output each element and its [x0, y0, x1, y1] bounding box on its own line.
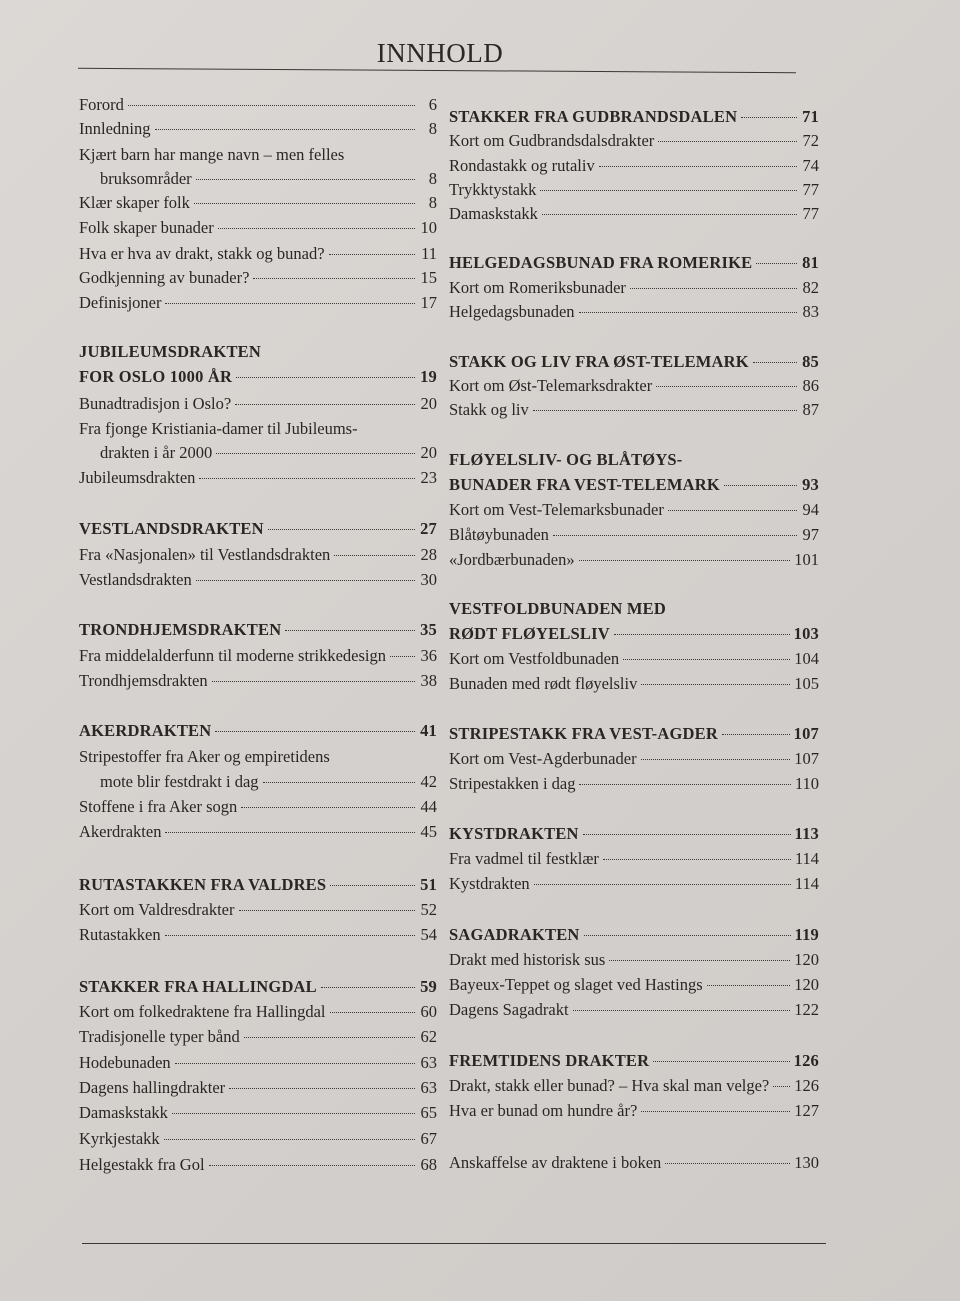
toc-page-number: 59 — [420, 977, 437, 996]
toc-page-number: 107 — [794, 749, 819, 768]
toc-page-number: 77 — [802, 204, 819, 223]
toc-entry-title: Hva er bunad om hundre år? — [449, 1101, 638, 1120]
toc-entry — [449, 1153, 819, 1173]
dot-leader — [244, 1037, 415, 1038]
dot-leader — [641, 684, 790, 685]
toc-entry — [79, 545, 437, 565]
toc-entry-title: TRONDHJEMSDRAKTEN — [79, 620, 282, 639]
toc-entry — [79, 218, 437, 238]
dot-leader — [241, 807, 415, 808]
dot-leader — [579, 784, 790, 785]
toc-page-number: 114 — [794, 874, 819, 893]
dot-leader — [773, 1086, 790, 1087]
toc-entry-title: Helgestakk fra Gol — [79, 1155, 205, 1174]
dot-leader — [216, 453, 415, 454]
toc-entry-title: Klær skaper folk — [79, 193, 190, 212]
toc-entry-title: Rondastakk og rutaliv — [449, 156, 595, 175]
toc-entry — [79, 797, 437, 817]
toc-entry-title: Kort om Øst-Telemarksdrakter — [449, 376, 653, 395]
toc-entry — [449, 500, 819, 520]
toc-page-number: 6 — [428, 95, 437, 114]
toc-page-number: 105 — [794, 674, 819, 693]
toc-entry — [79, 1002, 437, 1022]
toc-section-heading: FLØYELSLIV- OG BLÅTØYS- — [449, 450, 683, 469]
toc-page-number: 72 — [802, 131, 819, 150]
toc-section-entry — [449, 925, 819, 945]
toc-entry — [449, 376, 819, 396]
dot-leader — [209, 1165, 415, 1166]
toc-entry — [79, 646, 437, 666]
dot-leader — [194, 203, 415, 204]
dot-leader — [330, 885, 415, 886]
toc-entry-title: Drakt med historisk sus — [449, 950, 606, 969]
toc-entry-title: Fra middelalderfunn til moderne strikkedesign — [79, 646, 387, 665]
dot-leader — [128, 105, 415, 106]
dot-leader — [172, 1113, 415, 1114]
dot-leader — [623, 659, 790, 660]
toc-entry — [79, 570, 437, 590]
toc-entry-text: Kjært barn har mange navn – men felles — [79, 145, 345, 164]
toc-page-number: 30 — [420, 570, 437, 589]
toc-page-number: 93 — [802, 475, 819, 494]
toc-entry-title: Rutastakken — [79, 925, 161, 944]
dot-leader — [707, 985, 791, 986]
dot-leader — [212, 681, 415, 682]
toc-entry — [449, 674, 819, 694]
toc-entry-text: Fra fjonge Kristiania-damer til Jubileums- — [79, 419, 358, 438]
toc-page-number: 77 — [802, 180, 819, 199]
toc-entry-title: RØDT FLØYELSLIV — [449, 624, 610, 643]
toc-page-number: 8 — [428, 193, 437, 212]
toc-page-number: 68 — [420, 1155, 437, 1174]
toc-entry-title: Kyrkjestakk — [79, 1129, 160, 1148]
toc-page-number: 63 — [420, 1053, 437, 1072]
toc-page-number: 20 — [420, 394, 437, 413]
dot-leader — [165, 935, 415, 936]
toc-entry-title: Drakt, stakk eller bunad? – Hva skal man velge? — [449, 1076, 770, 1095]
dot-leader — [553, 535, 797, 536]
toc-entry-title: Fra «Nasjonalen» til Vestlandsdrakten — [79, 545, 331, 564]
toc-entry-title: Kort om Vestfoldbunaden — [449, 649, 620, 668]
toc-page-number: 60 — [420, 1002, 437, 1021]
toc-page-number: 107 — [793, 724, 819, 743]
toc-entry — [79, 394, 437, 414]
toc-page-number: 120 — [794, 975, 819, 994]
toc-entry — [79, 1103, 437, 1123]
dot-leader — [656, 386, 797, 387]
dot-leader — [599, 166, 797, 167]
dot-leader — [603, 859, 791, 860]
dot-leader — [534, 884, 791, 885]
dot-leader — [641, 759, 791, 760]
toc-entry — [79, 1129, 437, 1149]
toc-entry-title: Hodebunaden — [79, 1053, 171, 1072]
toc-entry-title: mote blir festdrakt i dag — [100, 772, 259, 791]
dot-leader — [540, 190, 797, 191]
toc-entry — [79, 1027, 437, 1047]
toc-entry — [449, 131, 819, 151]
toc-section-entry — [449, 253, 819, 273]
dot-leader — [263, 782, 415, 783]
toc-entry — [79, 468, 437, 488]
toc-entry-title: Dagens hallingdrakter — [79, 1078, 226, 1097]
toc-page-number: 130 — [794, 1153, 819, 1172]
dot-leader — [236, 377, 415, 378]
toc-entry — [449, 975, 819, 995]
toc-entry-title: Fra vadmel til festklær — [449, 849, 599, 868]
dot-leader — [165, 832, 415, 833]
toc-page-number: 10 — [420, 218, 437, 237]
dot-leader — [253, 278, 415, 279]
toc-entry-title: FOR OSLO 1000 ÅR — [79, 367, 233, 386]
toc-page-number: 126 — [793, 1051, 819, 1070]
toc-entry — [79, 268, 437, 288]
toc-section-entry — [449, 1051, 819, 1071]
toc-entry-title: Stoffene i fra Aker sogn — [79, 797, 238, 816]
dot-leader — [533, 410, 797, 411]
dot-leader — [215, 731, 415, 732]
dot-leader — [573, 1010, 791, 1011]
toc-entry-title: Stripestakken i dag — [449, 774, 576, 793]
toc-entry-title: Kort om Vest-Agderbunader — [449, 749, 637, 768]
dot-leader — [235, 404, 415, 405]
toc-entry-title: Kort om Romeriksbunader — [449, 278, 626, 297]
dot-leader — [609, 960, 790, 961]
toc-page-number: 8 — [428, 119, 437, 138]
toc-entry-title: Tradisjonelle typer bånd — [79, 1027, 240, 1046]
toc-entry — [449, 649, 819, 669]
toc-entry-title: Anskaffelse av draktene i boken — [449, 1153, 662, 1172]
toc-section-entry — [449, 107, 819, 127]
toc-entry-title: drakten i år 2000 — [100, 443, 213, 462]
toc-page-number: 54 — [420, 925, 437, 944]
toc-entry-title: SAGADRAKTEN — [449, 925, 580, 944]
toc-entry — [79, 293, 437, 313]
dot-leader — [330, 1012, 416, 1013]
toc-page-number: 120 — [794, 950, 819, 969]
dot-leader — [218, 228, 415, 229]
toc-entry — [79, 925, 437, 945]
toc-entry-title: VESTLANDSDRAKTEN — [79, 519, 264, 538]
toc-entry — [449, 302, 819, 322]
dot-leader — [579, 560, 791, 561]
toc-entry-title: Dagens Sagadrakt — [449, 1000, 569, 1019]
toc-page-number: 87 — [802, 400, 819, 419]
toc-entry — [449, 1101, 819, 1121]
toc-section-entry — [79, 875, 437, 895]
dot-leader — [334, 555, 415, 556]
toc-entry — [449, 156, 819, 176]
toc-entry-title: Definisjoner — [79, 293, 162, 312]
toc-page-number: 42 — [420, 772, 437, 791]
toc-entry — [79, 119, 437, 139]
toc-section-entry — [449, 824, 819, 844]
toc-entry-title: Innledning — [79, 119, 151, 138]
toc-entry-title: Akerdrakten — [79, 822, 162, 841]
dot-leader — [196, 179, 415, 180]
toc-page-number: 86 — [802, 376, 819, 395]
dot-leader — [722, 734, 790, 735]
toc-page-number: 17 — [420, 293, 437, 312]
dot-leader — [668, 510, 797, 511]
toc-entry-title: bruksområder — [100, 169, 192, 188]
toc-page-number: 101 — [794, 550, 819, 569]
toc-entry-title: Blåtøybunaden — [449, 525, 549, 544]
toc-entry-title: FREMTIDENS DRAKTER — [449, 1051, 650, 1070]
dot-leader — [653, 1061, 789, 1062]
toc-page-number: 44 — [420, 797, 437, 816]
toc-page-number: 104 — [794, 649, 819, 668]
toc-entry-title: Vestlandsdrakten — [79, 570, 192, 589]
toc-entry — [79, 900, 437, 920]
toc-page-number: 103 — [793, 624, 819, 643]
toc-page-number: 11 — [421, 244, 437, 263]
dot-leader — [542, 214, 797, 215]
toc-page-number: 28 — [420, 545, 437, 564]
dot-leader — [199, 478, 415, 479]
toc-entry-title: Kort om folkedraktene fra Hallingdal — [79, 1002, 326, 1021]
toc-section-heading: JUBILEUMSDRAKTEN — [79, 342, 261, 361]
toc-entry — [79, 1053, 437, 1073]
toc-entry — [79, 443, 437, 463]
toc-page-number: 23 — [420, 468, 437, 487]
dot-leader — [321, 987, 415, 988]
toc-page-number: 63 — [420, 1078, 437, 1097]
dot-leader — [630, 288, 797, 289]
toc-entry-title: «Jordbærbunaden» — [449, 550, 575, 569]
toc-entry — [449, 525, 819, 545]
toc-section-entry — [79, 721, 437, 741]
toc-section-entry — [449, 475, 819, 495]
dot-leader — [175, 1063, 415, 1064]
toc-section-heading: VESTFOLDBUNADEN MED — [449, 599, 666, 618]
toc-entry-title: Damaskstakk — [449, 204, 538, 223]
toc-page-number: 52 — [420, 900, 437, 919]
toc-page-number: 35 — [420, 620, 437, 639]
toc-entry-title: Bunaden med rødt fløyelsliv — [449, 674, 638, 693]
toc-section-entry — [79, 519, 437, 539]
dot-leader — [285, 630, 415, 631]
toc-entry-title: STAKKER FRA HALLINGDAL — [79, 977, 317, 996]
toc-entry — [79, 822, 437, 842]
toc-page-number: 36 — [420, 646, 437, 665]
toc-entry — [79, 772, 437, 792]
dot-leader — [329, 254, 415, 255]
toc-page-number: 41 — [420, 721, 437, 740]
toc-entry — [449, 278, 819, 298]
toc-page-number: 94 — [802, 500, 819, 519]
toc-page-number: 127 — [794, 1101, 819, 1120]
toc-entry — [449, 1000, 819, 1020]
dot-leader — [390, 656, 415, 657]
toc-entry — [79, 671, 437, 691]
toc-entry-title: Kort om Vest-Telemarksbunader — [449, 500, 664, 519]
dot-leader — [583, 834, 791, 835]
toc-entry — [449, 204, 819, 224]
toc-page-number: 110 — [794, 774, 819, 793]
toc-section-entry — [449, 624, 819, 644]
toc-entry — [449, 874, 819, 894]
toc-entry-title: Hva er hva av drakt, stakk og bunad? — [79, 244, 325, 263]
toc-entry — [79, 169, 437, 189]
toc-page-number: 122 — [794, 1000, 819, 1019]
toc-entry-title: KYSTDRAKTEN — [449, 824, 579, 843]
toc-page-number: 51 — [420, 875, 437, 894]
dot-leader — [239, 910, 416, 911]
toc-entry — [449, 774, 819, 794]
dot-leader — [268, 529, 415, 530]
toc-entry — [449, 849, 819, 869]
toc-entry — [79, 244, 437, 264]
toc-entry-title: Bayeux-Teppet og slaget ved Hastings — [449, 975, 703, 994]
toc-page-number: 27 — [420, 519, 437, 538]
toc-page-number: 82 — [802, 278, 819, 297]
toc-entry-title: Damaskstakk — [79, 1103, 168, 1122]
dot-leader — [155, 129, 416, 130]
toc-page-number: 19 — [420, 367, 437, 386]
toc-section-entry — [449, 724, 819, 744]
toc-page-number: 119 — [794, 925, 819, 944]
toc-entry-title: Trykktystakk — [449, 180, 537, 199]
toc-section-entry — [79, 367, 437, 387]
toc-entry — [79, 193, 437, 213]
toc-entry — [449, 950, 819, 970]
dot-leader — [724, 485, 797, 486]
toc-entry — [449, 1076, 819, 1096]
toc-page-number: 113 — [794, 824, 819, 843]
toc-page-number: 20 — [420, 443, 437, 462]
toc-entry-title: RUTASTAKKEN FRA VALDRES — [79, 875, 327, 894]
toc-entry — [449, 400, 819, 420]
dot-leader — [164, 1139, 415, 1140]
dot-leader — [665, 1163, 790, 1164]
toc-page-number: 38 — [420, 671, 437, 690]
dot-leader — [229, 1088, 415, 1089]
toc-page-number: 65 — [420, 1103, 437, 1122]
toc-entry — [79, 1078, 437, 1098]
toc-entry-title: Bunadtradisjon i Oslo? — [79, 394, 232, 413]
toc-entry — [449, 550, 819, 570]
toc-entry-title: STAKK OG LIV FRA ØST-TELEMARK — [449, 352, 749, 371]
toc-entry-title: Trondhjemsdrakten — [79, 671, 208, 690]
toc-page-number: 15 — [420, 268, 437, 287]
toc-entry-title: AKERDRAKTEN — [79, 721, 212, 740]
toc-page-number: 62 — [420, 1027, 437, 1046]
toc-page-number: 83 — [802, 302, 819, 321]
toc-page-number: 114 — [794, 849, 819, 868]
toc-page-number: 81 — [802, 253, 819, 272]
toc-entry-title: Forord — [79, 95, 124, 114]
toc-entry-title: Godkjenning av bunader? — [79, 268, 250, 287]
dot-leader — [614, 634, 790, 635]
toc-page-number: 67 — [420, 1129, 437, 1148]
toc-entry-title: Kystdrakten — [449, 874, 530, 893]
toc-page-number: 45 — [420, 822, 437, 841]
toc-entry-title: Kort om Valdresdrakter — [79, 900, 235, 919]
page-title: INNHOLD — [376, 38, 504, 68]
toc-page-number: 126 — [794, 1076, 819, 1095]
dot-leader — [658, 141, 797, 142]
toc-entry-title: HELGEDAGSBUNAD FRA ROMERIKE — [449, 253, 753, 272]
toc-entry-title: BUNADER FRA VEST-TELEMARK — [449, 475, 720, 494]
dot-leader — [165, 303, 415, 304]
dot-leader — [741, 117, 797, 118]
toc-entry-text: Stripestoffer fra Aker og empiretidens — [79, 747, 330, 766]
toc-entry — [449, 180, 819, 200]
toc-entry — [79, 1155, 437, 1175]
bottom-rule — [82, 1243, 826, 1244]
toc-section-entry — [449, 352, 819, 372]
toc-entry-title: Stakk og liv — [449, 400, 529, 419]
toc-entry — [79, 95, 437, 115]
toc-page-number: 8 — [428, 169, 437, 188]
toc-entry-title: STAKKER FRA GUDBRANDSDALEN — [449, 107, 738, 126]
toc-section-entry — [79, 977, 437, 997]
toc-section-entry — [79, 620, 437, 640]
toc-page-number: 97 — [802, 525, 819, 544]
toc-entry-title: STRIPESTAKK FRA VEST-AGDER — [449, 724, 718, 743]
toc-page-number: 71 — [802, 107, 819, 126]
dot-leader — [196, 580, 415, 581]
dot-leader — [641, 1111, 790, 1112]
toc-page-number: 85 — [802, 352, 819, 371]
toc-entry-title: Jubileumsdrakten — [79, 468, 196, 487]
dot-leader — [579, 312, 797, 313]
toc-entry-title: Helgedagsbunaden — [449, 302, 575, 321]
dot-leader — [756, 263, 797, 264]
toc-page-number: 74 — [802, 156, 819, 175]
toc-entry-title: Folk skaper bunader — [79, 218, 214, 237]
toc-entry-title: Kort om Gudbrandsdalsdrakter — [449, 131, 655, 150]
toc-entry — [449, 749, 819, 769]
dot-leader — [753, 362, 797, 363]
dot-leader — [584, 935, 791, 936]
